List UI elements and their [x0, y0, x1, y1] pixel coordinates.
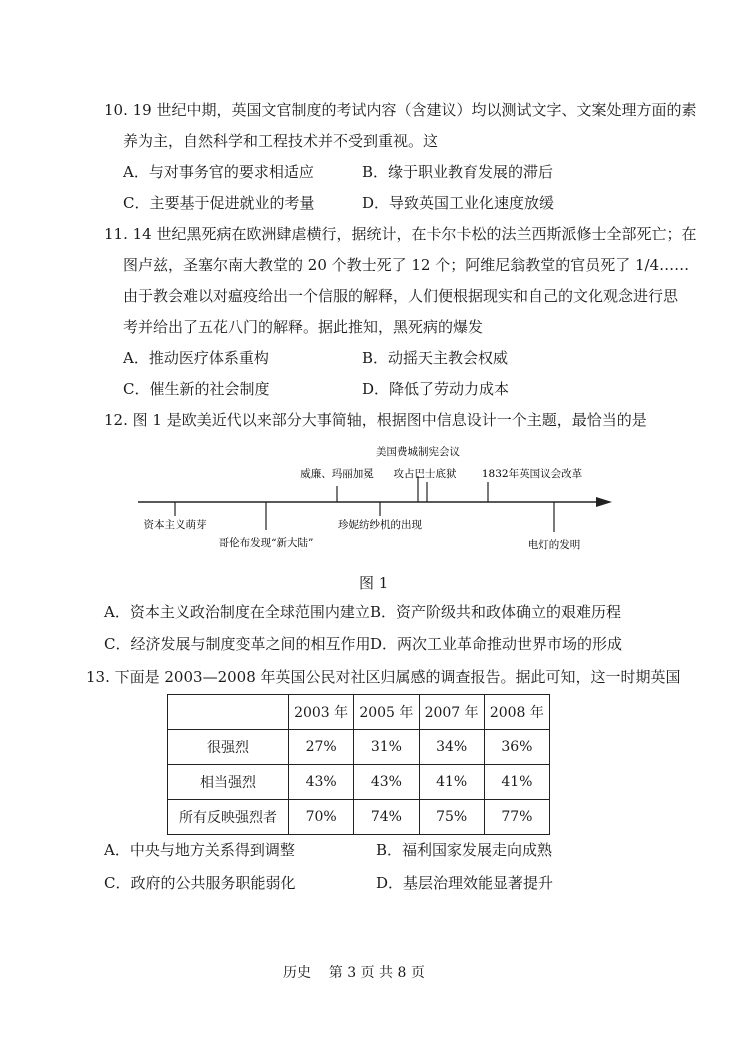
table-cell: 31% — [354, 730, 419, 765]
table-cell: 34% — [419, 730, 484, 765]
table-header-row — [168, 695, 550, 730]
table-row — [168, 800, 550, 835]
question-11-line-3: 由于教会难以对瘟疫给出一个信服的解释，人们便根据现实和自己的文化观念进行思 — [123, 287, 679, 305]
figure-1-caption: 图 1 — [359, 574, 389, 592]
question-10-option-a: A．与对事务官的要求相适应 — [123, 163, 314, 181]
timeline-figure — [120, 440, 620, 570]
question-13-line-1: 13. 下面是 2003—2008 年英国公民对社区归属感的调查报告。据此可知，这一时期英国 — [86, 668, 681, 686]
question-11-option-d: D．降低了劳动力成本 — [362, 380, 510, 398]
table-cell: 70% — [289, 800, 354, 835]
question-10-line-2: 养为主，自然科学和工程技术并不受到重视。这 — [123, 132, 439, 150]
table-row-label: 很强烈 — [168, 730, 289, 765]
question-11-option-b: B．动摇天主教会权威 — [362, 349, 509, 367]
table-row-label: 所有反映强烈者 — [168, 800, 289, 835]
table-cell: 43% — [354, 765, 419, 800]
table-cell: 77% — [484, 800, 549, 835]
question-11-option-c: C．催生新的社会制度 — [123, 380, 270, 398]
question-10-option-d: D．导致英国工业化速度放缓 — [362, 194, 555, 212]
question-11-option-a: A．推动医疗体系重构 — [123, 349, 269, 367]
question-11-line-4: 考并给出了五花八门的解释。据此推知，黑死病的爆发 — [123, 318, 484, 336]
question-13-option-a: A．中央与地方关系得到调整 — [104, 841, 295, 859]
timeline-arrow-icon — [596, 497, 612, 507]
question-13-option-c: C．政府的公共服务职能弱化 — [104, 874, 296, 892]
event-spinning-jenny: 珍妮纺纱机的出现 — [338, 519, 422, 531]
question-12-line-1: 12. 图 1 是欧美近代以来部分大事简轴，根据图中信息设计一个主题，最恰当的是 — [104, 411, 647, 429]
table-corner-cell — [168, 695, 289, 730]
event-storming-bastille: 攻占巴士底狱 — [393, 468, 457, 480]
event-1832-reform-act: 1832年英国议会改革 — [481, 468, 583, 480]
question-11-line-1: 11. 14 世纪黑死病在欧洲肆虐横行，据统计，在卡尔卡松的法兰西斯派修士全部死亡；在 — [104, 225, 697, 243]
question-10-option-c: C．主要基于促进就业的考量 — [123, 194, 315, 212]
page-footer: 历史 第 3 页 共 8 页 — [283, 965, 425, 981]
table-cell: 41% — [419, 765, 484, 800]
table-header-2005: 2005 年 — [354, 695, 419, 730]
table-row-label: 相当强烈 — [168, 765, 289, 800]
question-13-option-b: B．福利国家发展走向成熟 — [376, 841, 553, 859]
question-12-option-c: C．经济发展与制度变革之间的相互作用 — [104, 635, 371, 653]
survey-table — [167, 694, 550, 835]
table-cell: 75% — [419, 800, 484, 835]
question-11-line-2: 图卢兹，圣塞尔南大教堂的 20 个教士死了 12 个；阿维尼翁教堂的官员死了 1/4…… — [123, 256, 690, 274]
table-header-2007: 2007 年 — [419, 695, 484, 730]
event-philadelphia-convention: 美国费城制宪会议 — [376, 446, 460, 458]
question-12-option-a: A．资本主义政治制度在全球范围内建立 — [104, 603, 370, 621]
question-10-line-1: 10. 19 世纪中期，英国文官制度的考试内容（含建议）均以测试文字、文案处理方面的素 — [104, 101, 697, 119]
table-cell: 43% — [289, 765, 354, 800]
question-12-option-d: D．两次工业革命推动世界市场的形成 — [370, 635, 623, 653]
question-10-option-b: B．缘于职业教育发展的滞后 — [362, 163, 554, 181]
table-header-2008: 2008 年 — [484, 695, 549, 730]
table-cell: 27% — [289, 730, 354, 765]
event-columbus-new-world: 哥伦布发现“新大陆” — [218, 537, 314, 549]
question-13-option-d: D．基层治理效能显著提升 — [376, 874, 554, 892]
table-header-2003: 2003 年 — [289, 695, 354, 730]
table-row — [168, 765, 550, 800]
table-cell: 41% — [484, 765, 549, 800]
event-william-mary-coronation: 威廉、玛丽加冕 — [300, 468, 374, 480]
table-row — [168, 730, 550, 765]
table-cell: 74% — [354, 800, 419, 835]
table-cell: 36% — [484, 730, 549, 765]
event-electric-light: 电灯的发明 — [527, 539, 581, 551]
question-12-option-b: B．资产阶级共和政体确立的艰难历程 — [370, 603, 622, 621]
event-capitalism-sprouts: 资本主义萌芽 — [143, 519, 207, 531]
